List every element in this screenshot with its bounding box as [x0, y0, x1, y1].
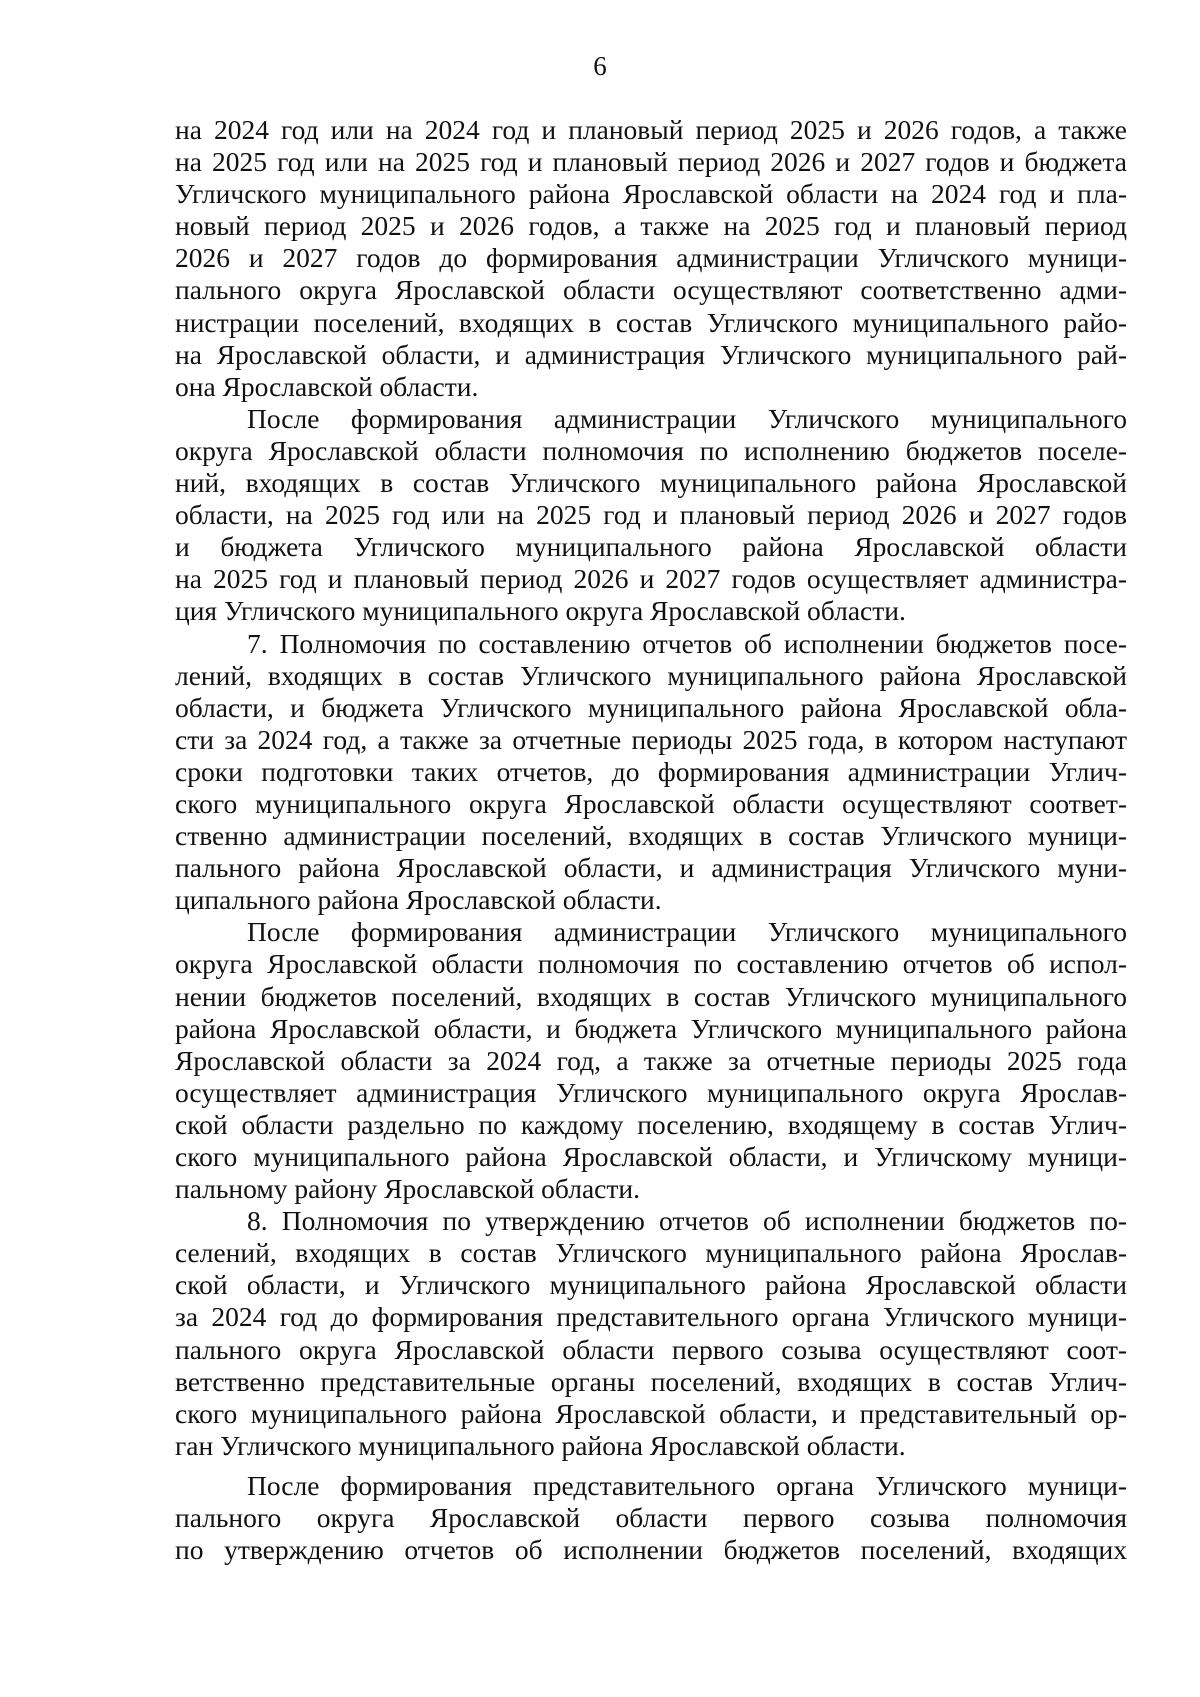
text-line: ского муниципального района Ярославской области, и представительный ор- — [175, 1397, 1127, 1429]
text-line: ской области, и Угличского муниципального района Ярославской области — [175, 1269, 1127, 1301]
paragraph-4 — [175, 916, 1127, 1205]
text-line: пального округа Ярославской области первого созыва осуществляют соот- — [175, 1333, 1127, 1365]
text-line: 2026 и 2027 годов до формирования администрации Угличского муници- — [175, 242, 1127, 274]
text-line: сроки подготовки таких отчетов, до формирования администрации Углич- — [175, 755, 1127, 787]
text-line: После формирования администрации Угличского муниципального — [247, 916, 1127, 948]
text-line: ского муниципального округа Ярославской области осуществляют соответ- — [175, 787, 1127, 819]
text-line: ского муниципального района Ярославской области, и Угличскому муници- — [175, 1141, 1127, 1172]
text-line: ственно администрации поселений, входящих в состав Угличского муници- — [175, 820, 1127, 852]
text-line: осуществляет администрация Угличского муниципального округа Ярослав- — [175, 1076, 1127, 1108]
text-line: области, на 2025 год или на 2025 год и плановый период 2026 и 2027 годов — [175, 499, 1127, 531]
text-line: области, и бюджета Угличского муниципального района Ярославской обла- — [175, 691, 1127, 723]
text-line: ний, входящих в состав Угличского муниципального района Ярославской — [175, 467, 1127, 499]
text-line: Ярославской области за 2024 год, а также за отчетные периоды 2025 года — [175, 1044, 1127, 1076]
text-line: пального района Ярославской области, и администрация Угличского муни- — [175, 852, 1127, 884]
text-line: за 2024 год до формирования представительного органа Угличского муници- — [175, 1301, 1127, 1333]
text-line: ципального района Ярославской области. — [175, 884, 662, 916]
text-line: ция Угличского муниципального округа Ярославской области. — [175, 595, 906, 627]
text-line: округа Ярославской области полномочия по составлению отчетов об испол- — [175, 948, 1127, 980]
text-line: сти за 2024 год, а также за отчетные периоды 2025 года, в котором наступают — [175, 723, 1127, 755]
paragraph-6 — [175, 1470, 1127, 1566]
text-line: После формирования администрации Угличского муниципального — [247, 402, 1127, 434]
text-line: ган Угличского муниципального района Ярославской области. — [175, 1429, 906, 1461]
text-line: лений, входящих в состав Угличского муниципального района Ярославской — [175, 659, 1127, 691]
paragraph-3 — [175, 628, 1127, 917]
text-line: пального округа Ярославской области первого созыва полномочия — [175, 1502, 1127, 1534]
text-line: округа Ярославской области полномочия по исполнению бюджетов поселе- — [175, 434, 1127, 466]
text-line: новый период 2025 и 2026 годов, а также на 2025 год и плановый период — [175, 210, 1127, 242]
text-line: 8. Полномочия по утверждению отчетов об исполнении бюджетов по- — [247, 1205, 1127, 1237]
text-line: нении бюджетов поселений, входящих в состав Угличского муниципального — [175, 980, 1127, 1012]
text-line: на Ярославской области, и администрация Угличского муниципального рай- — [175, 338, 1127, 370]
text-line: Угличского муниципального района Ярославской области на 2024 год и пла- — [175, 178, 1127, 210]
text-line: на 2025 год и плановый период 2026 и 2027 годов осуществляет администра- — [175, 563, 1127, 595]
text-line: и бюджета Угличского муниципального района Ярославской области — [175, 531, 1127, 563]
document-body — [175, 114, 1127, 1566]
page-number: 6 — [593, 51, 607, 81]
text-line: на 2024 год или на 2024 год и плановый период 2025 и 2026 годов, а также — [175, 114, 1127, 145]
text-line: ветственно представительные органы поселений, входящих в состав Углич- — [175, 1365, 1127, 1397]
text-line: по утверждению отчетов об исполнении бюджетов поселений, входящих — [175, 1534, 1127, 1566]
text-line: После формирования представительного органа Угличского муници- — [247, 1469, 1127, 1501]
text-line: селений, входящих в состав Угличского муниципального района Ярослав- — [175, 1237, 1127, 1269]
text-line: пального округа Ярославской области осуществляют соответственно адми- — [175, 274, 1127, 306]
text-line: на 2025 год или на 2025 год и плановый период 2026 и 2027 годов и бюджета — [175, 146, 1127, 178]
paragraph-1 — [175, 114, 1127, 403]
text-line: пальному району Ярославской области. — [175, 1173, 640, 1205]
text-line: ской области раздельно по каждому поселению, входящему в состав Углич- — [175, 1108, 1127, 1140]
paragraph-2 — [175, 403, 1127, 628]
paragraph-5 — [175, 1205, 1127, 1462]
text-line: 7. Полномочия по составлению отчетов об исполнении бюджетов посе- — [247, 627, 1127, 659]
text-line: она Ярославской области. — [175, 370, 479, 402]
text-line: нистрации поселений, входящих в состав Угличского муниципального райо- — [175, 306, 1127, 338]
text-line: района Ярославской области, и бюджета Угличского муниципального района — [175, 1012, 1127, 1044]
